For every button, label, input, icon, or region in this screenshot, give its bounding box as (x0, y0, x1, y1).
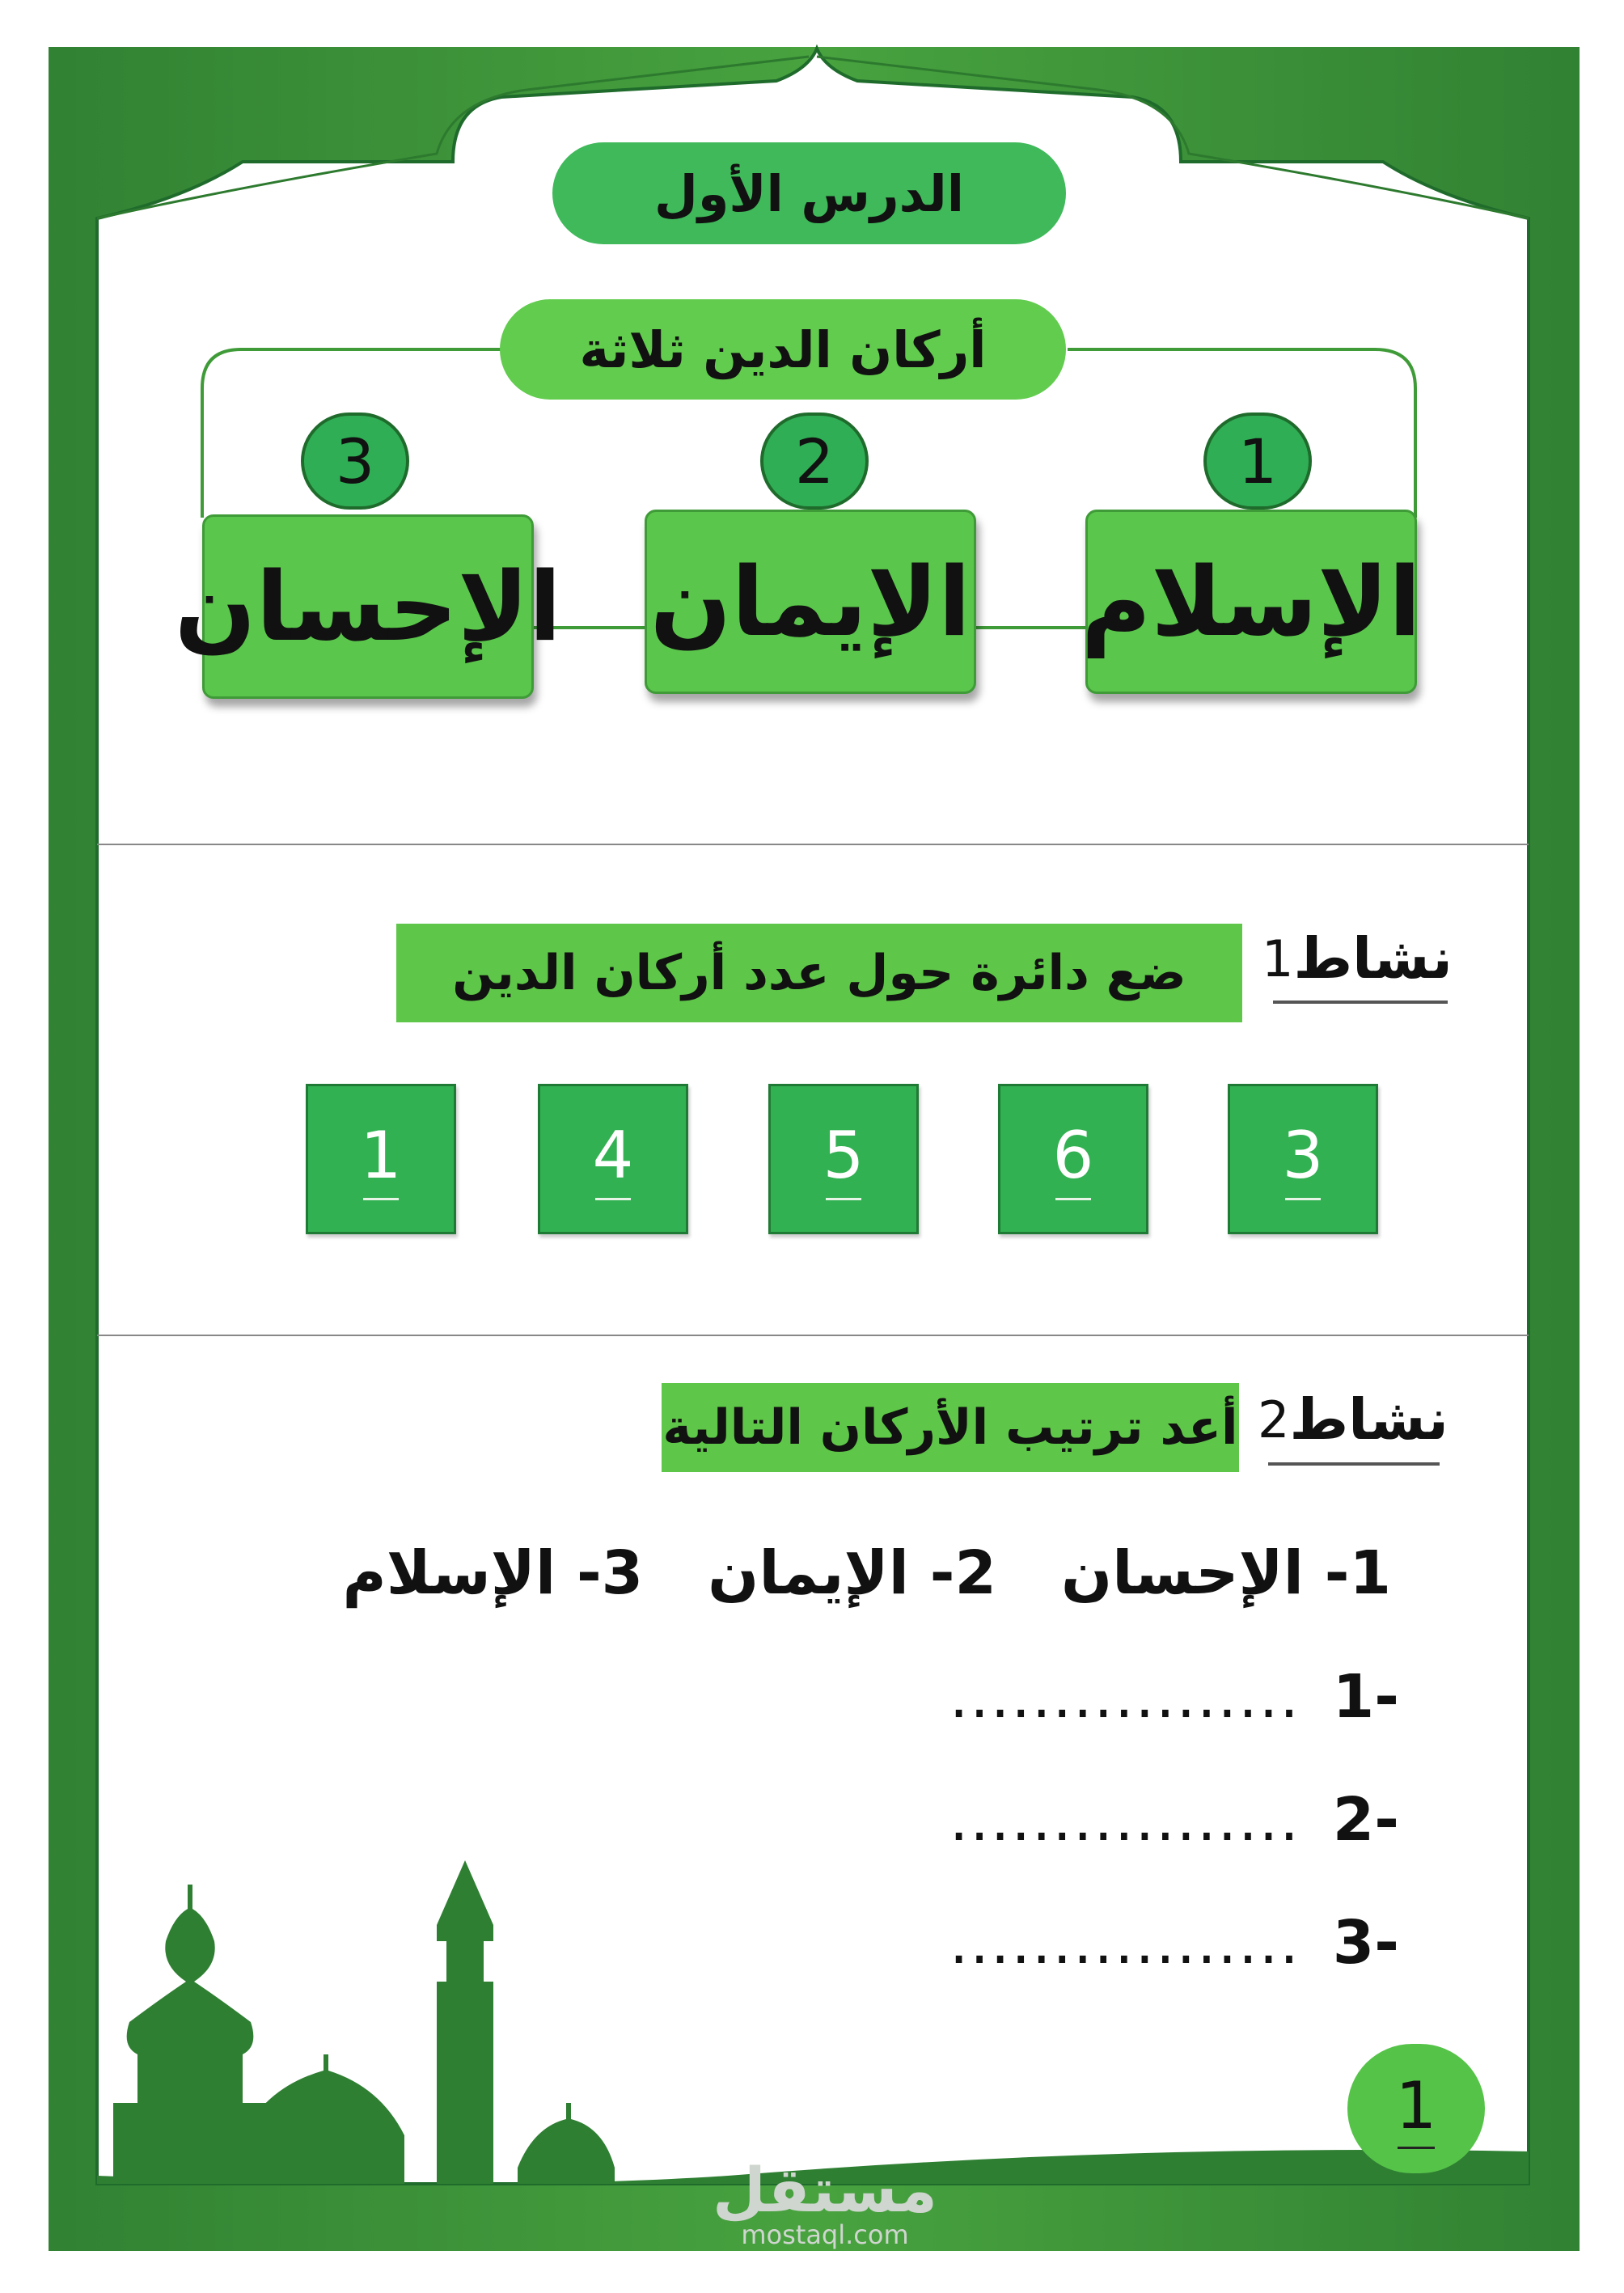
choice-box[interactable] (538, 1084, 688, 1234)
choice-box[interactable] (768, 1084, 919, 1234)
choice-underline (363, 1198, 399, 1200)
answer-blank: ................. (949, 1662, 1300, 1732)
section-divider-1 (97, 844, 1529, 845)
answer-prefix: -1 (1332, 1662, 1399, 1732)
choice-underline (595, 1198, 631, 1200)
choice-box[interactable] (998, 1084, 1148, 1234)
choice-underline (1285, 1198, 1321, 1200)
choice-value: 1 (360, 1118, 402, 1193)
activity1-instruction: ضع دائرة حول عدد أركان الدين (396, 924, 1242, 1022)
choice-value: 5 (823, 1118, 865, 1193)
scrambled-item: 2- الإيمان (708, 1538, 996, 1608)
choice-underline (826, 1198, 861, 1200)
choice-underline (1055, 1198, 1091, 1200)
page-number-value: 1 (1395, 2068, 1437, 2143)
pillar-number-2: 2 (760, 412, 869, 510)
answer-blank: ................. (949, 1908, 1300, 1978)
watermark (712, 2154, 938, 2250)
activity2-instruction: أعد ترتيب الأركان التالية (662, 1383, 1239, 1472)
answer-prefix: -3 (1332, 1908, 1399, 1978)
activity2-label: نشاط (1289, 1386, 1448, 1453)
choice-value: 3 (1282, 1118, 1324, 1193)
choice-value: 4 (592, 1118, 634, 1193)
scrambled-list (342, 1529, 1391, 1618)
scrambled-item: 3- الإسلام (342, 1538, 644, 1608)
choice-box[interactable] (306, 1084, 456, 1234)
page-number-underline (1398, 2147, 1435, 2149)
activity1-label: نشاط (1293, 925, 1453, 992)
section-divider-2 (97, 1335, 1529, 1336)
activity2-underline (1268, 1462, 1440, 1466)
lesson-title: الدرس الأول (552, 142, 1066, 244)
watermark-latin: mostaql.com (741, 2219, 909, 2250)
activity2-number: 2 (1258, 1390, 1290, 1449)
activity2-header (1258, 1379, 1448, 1460)
answer-prefix: -2 (1332, 1785, 1399, 1855)
page-number (1347, 2044, 1485, 2173)
pillar-box-ihsan: الإحسان (202, 514, 534, 699)
answer-line-1[interactable] (898, 1656, 1399, 1737)
choice-value: 6 (1052, 1118, 1094, 1193)
pillar-number-1: 1 (1203, 412, 1312, 510)
activity1-number: 1 (1262, 929, 1294, 988)
pillar-number-3: 3 (301, 412, 409, 510)
scrambled-item: 1- الإحسان (1060, 1538, 1391, 1608)
answer-line-3[interactable] (898, 1902, 1399, 1983)
activity1-underline (1273, 1001, 1448, 1004)
choice-box[interactable] (1228, 1084, 1378, 1234)
watermark-arabic: مستقل (713, 2154, 937, 2226)
pillar-box-iman: الإيمان (645, 510, 976, 694)
activity1-header (1262, 918, 1453, 999)
pillar-box-islam: الإسلام (1085, 510, 1417, 694)
pillars-heading: أركان الدين ثلاثة (500, 299, 1066, 400)
answer-blank: ................. (949, 1785, 1300, 1855)
answer-line-2[interactable] (898, 1779, 1399, 1860)
